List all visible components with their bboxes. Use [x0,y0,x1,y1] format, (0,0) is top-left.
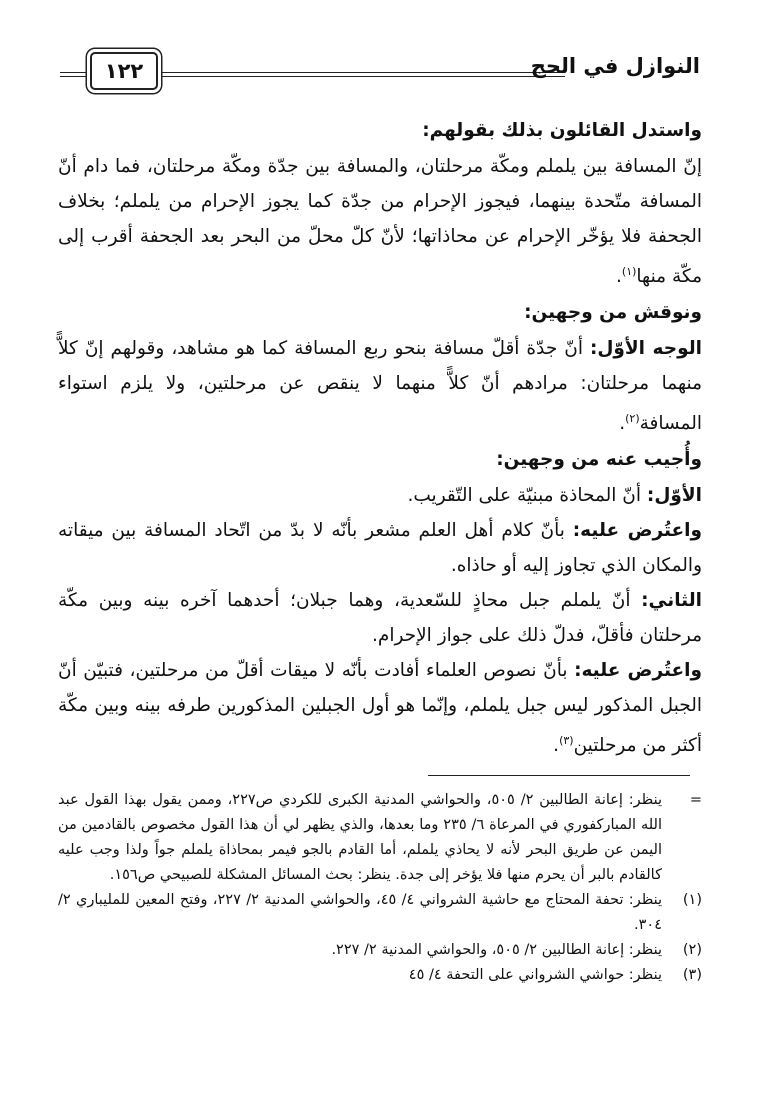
footnote-marker: (٢) [682,942,702,958]
paragraph-lead: واعتُرض عليه: [572,520,703,542]
paragraph-lead: الثاني: [641,590,703,612]
paragraph [58,478,702,513]
paragraph-lead: واعتُرض عليه: [574,660,702,682]
paragraph-text: أنّ يلملم جبل محاذٍ للسّعدية، وهما جبلان؛ أحدهما آخره بينه وبين مكّة مرحلتان فأقلّ، فدلّ ذلك على جواز الإحرام. [58,590,702,647]
section-heading: ونوقش من وجهين: [524,302,702,324]
period: . [553,735,560,757]
page-header [60,48,700,92]
footnote-marker: (٣) [682,967,702,983]
paragraph [58,513,702,583]
paragraph-text: أنّ المحاذة مبنيّة على التّقريب. [407,485,642,507]
footnote-ref[interactable]: (٣) [559,734,574,748]
footnote-ref[interactable]: (١) [621,265,637,278]
paragraph-text: أنّ جدّة أقلّ مسافة بنحو ربع المسافة كما هو مشاهد، وقولهم إنّ كلاًّ منهما مرحلتان: مرادهم أنّ كلاًّ منهما لا ينقص عن مرحلتين، ولا يلزم استواء المسافة [58,338,702,435]
period: . [616,266,622,288]
footnote [58,938,702,963]
section-heading: واستدل القائلون بذلك بقولهم: [422,120,702,141]
paragraph-lead: الأوّل: [646,485,702,507]
footnote-text: ينظر: إعانة الطالبين ٢/ ٥٠٥، والحواشي المدنية الكبرى للكردي ص٢٢٧، وممن يقول بهذا القول عبد الله المباركفوري في المرعاة ٦/ ٢٣٥ وما بعدها، والذي يظهر لي أن هذا القول مخصوص بالقادمين من اليمن عن طريق البحر لأنه لا يحاذي يلملم، أما القادم بالجو فيمر بمحاذاة يلملم جواً ولذا وجب عليه كالقادم بالبر أن يحرم منها فلا يؤخر إلى جدة. ينظر: بحث المسائل المشكلة للصبيحي ص١٥٦. [58,792,662,883]
paragraph [58,149,702,294]
footnote [58,963,702,988]
main-text [58,112,702,763]
footnote-ref[interactable]: (٢) [625,412,640,426]
footnote [58,788,702,888]
paragraph-text: إنّ المسافة بين يلملم ومكّة مرحلتان، والمسافة بين جدّة ومكّة مرحلتان، فما دام أنّ المسافة متّحدة بينهما، فيجوز الإحرام من جدّة كما يجوز الإحرام من يلملم؛ بخلاف الجحفة فلا يؤخّر الإحرام عن محاذاتها؛ لأنّ كلّ محلّ من البحر بعد الجحفة أقرب إلى مكّة منها [58,156,702,288]
footnote [58,888,702,938]
paragraph-text: بأنّ نصوص العلماء أفادت بأنّه لا ميقات أقلّ من مرحلتين، فتبيّن أنّ الجبل المذكور ليس جبل يلملم، وإنّما هو أول الجبلين المذكورين طرفه بينه وبين مكّة أكثر من مرحلتين [58,660,702,757]
footnote-text: ينظر: إعانة الطالبين ٢/ ٥٠٥، والحواشي المدنية ٢/ ٢٢٧. [331,942,662,958]
footnote-text: ينظر: تحفة المحتاج مع حاشية الشرواني ٤/ ٤٥، والحواشي المدنية ٢/ ٢٢٧، وفتح المعين للمليباري ٢/ ٣٠٤. [58,892,663,933]
paragraph [58,583,702,653]
paragraph [58,653,702,763]
paragraph-lead: الوجه الأوّل: [589,338,702,360]
page-number: ١٢٢ [90,52,158,90]
book-title: النوازل في الحج [530,54,700,78]
period: . [619,413,626,435]
footnote-separator [428,775,690,776]
section-heading: وأُجيب عنه من وجهين: [496,449,702,471]
paragraph [58,331,702,441]
paragraph-text: بأنّ كلام أهل العلم مشعر بأنّه لا بدّ من اتّحاد المسافة بين ميقاته والمكان الذي تجاوز إليه أو حاذاه. [58,520,702,577]
footnote-marker: (١) [682,892,702,908]
footnote-marker: = [689,792,702,808]
footnote-text: ينظر: حواشي الشرواني على التحفة ٤/ ٤٥ [408,967,662,983]
footnotes [58,788,702,988]
